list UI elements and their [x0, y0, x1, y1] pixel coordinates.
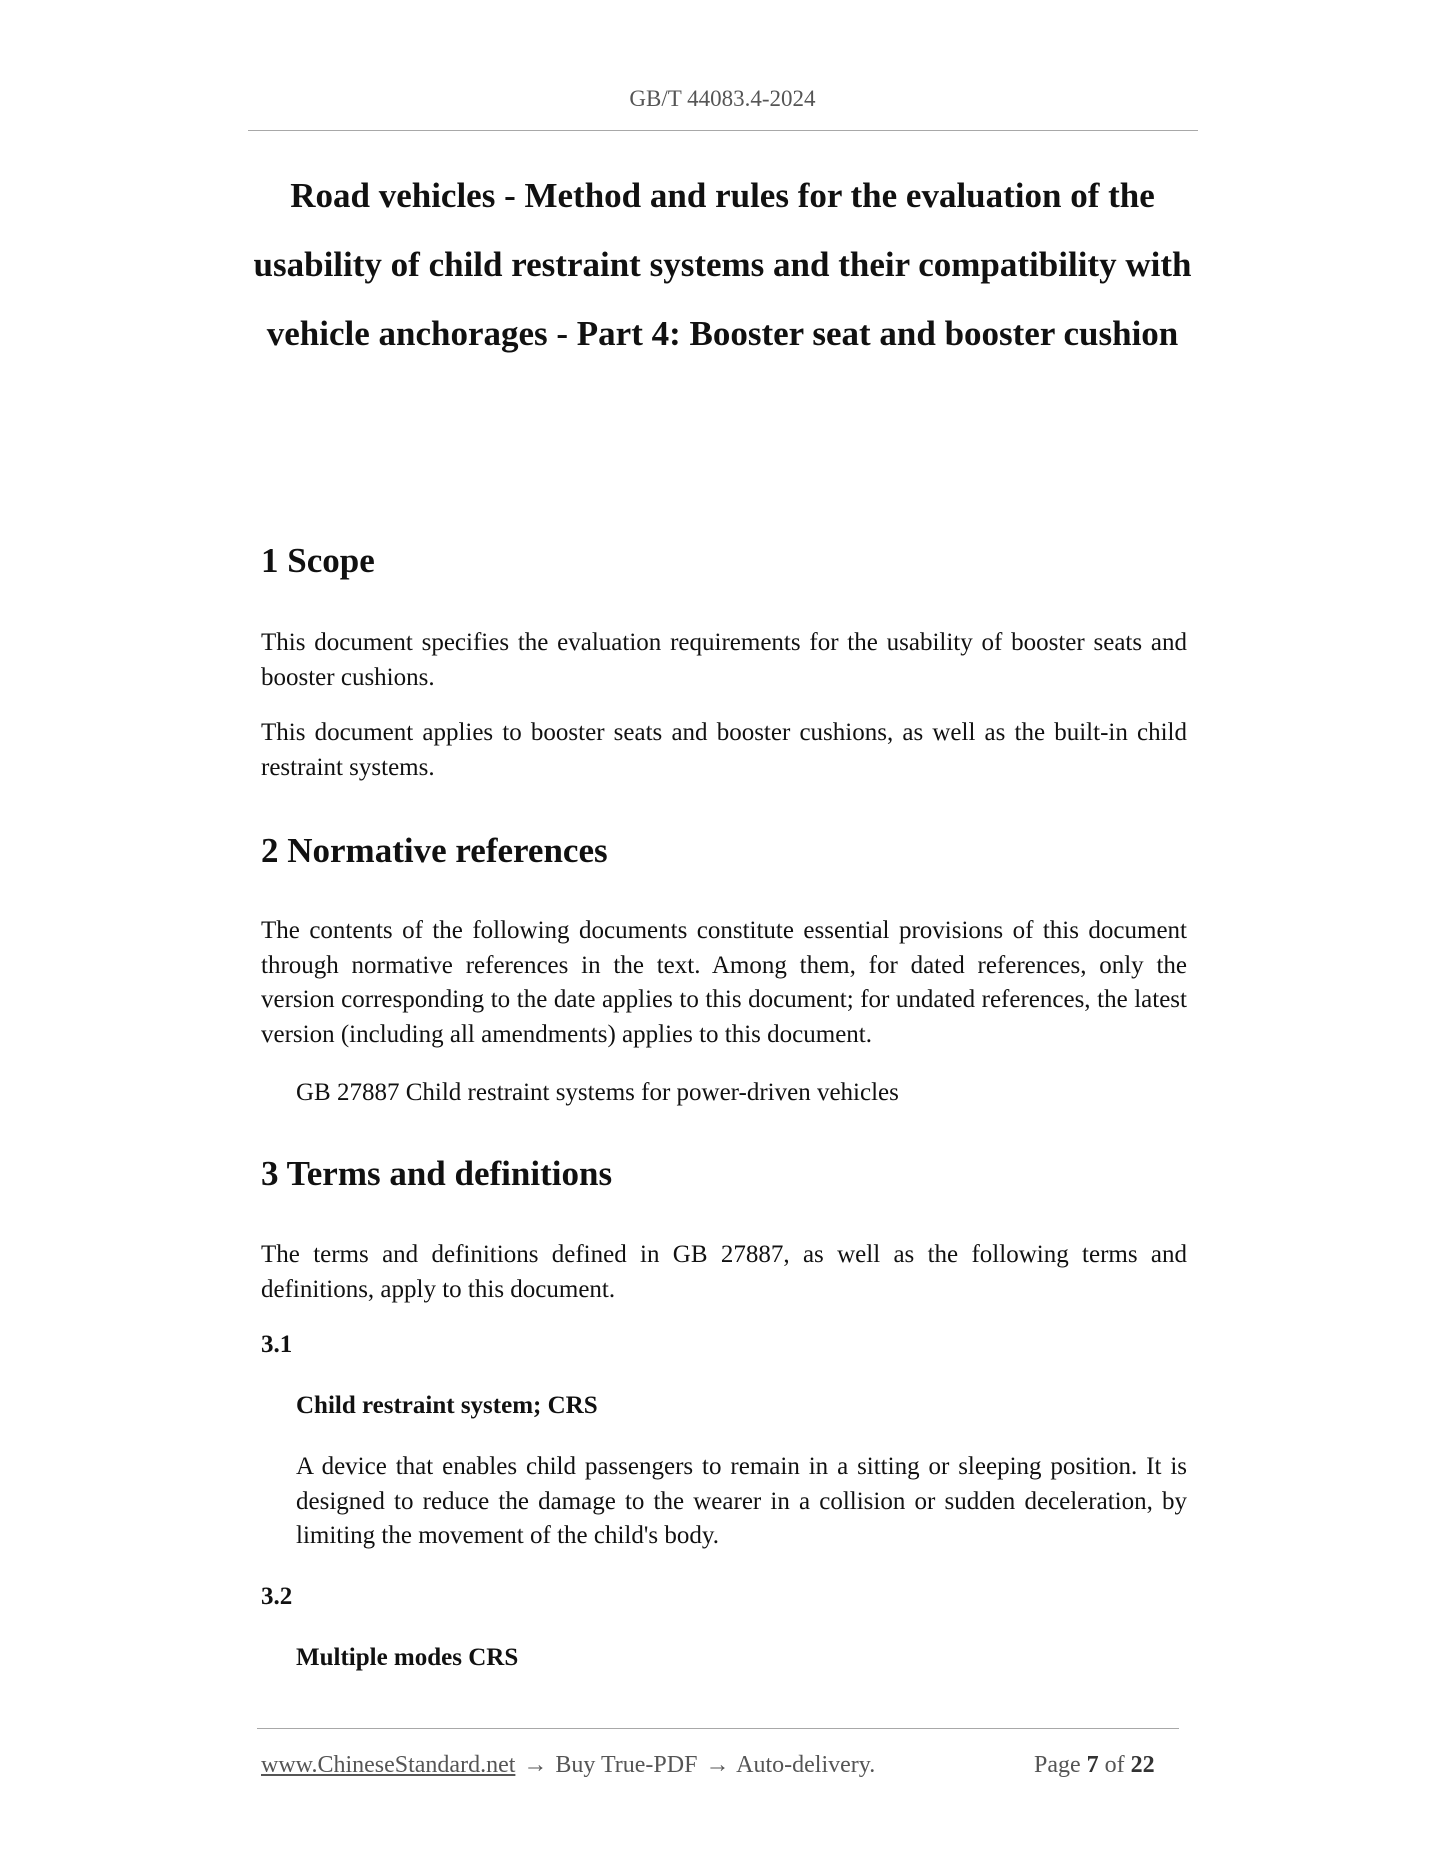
- section-heading-scope: 1 Scope: [261, 541, 375, 580]
- normative-paragraph: The contents of the following documents constitute essential provisions of this document through normative references in the text. Among them, for dated references, only the version corresponding to the date applies to this document; for undated references, the latest version (including all amendments) applies to this document.: [261, 917, 1187, 1048]
- section-heading-normative-references: 2 Normative references: [261, 831, 608, 870]
- scope-paragraph-2: This document applies to booster seats and booster cushions, as well as the built-in child restraint systems.: [261, 719, 1187, 781]
- term-definition-3-1: A device that enables child passengers to remain in a sitting or sleeping position. It is designed to reduce the damage to the wearer in a collision or sudden deceleration, by limiting the movement of the child's body.: [296, 1453, 1187, 1549]
- auto-delivery-text: Auto-delivery.: [736, 1752, 876, 1778]
- header-divider: [248, 130, 1198, 131]
- buy-pdf-text: Buy True-PDF: [555, 1752, 698, 1778]
- page-total: 22: [1130, 1752, 1155, 1778]
- of-label: of: [1104, 1752, 1125, 1778]
- header-doc-number: GB/T 44083.4-2024: [629, 86, 816, 111]
- footer-links: [261, 1748, 875, 1782]
- term-name-3-1: Child restraint system; CRS: [296, 1392, 598, 1419]
- terms-paragraph: The terms and definitions defined in GB 27887, as well as the following terms and definitions, apply to this document.: [261, 1241, 1187, 1303]
- term-name-3-2: Multiple modes CRS: [296, 1644, 519, 1671]
- arrow-right-icon: →: [705, 1752, 730, 1778]
- document-title: Road vehicles - Method and rules for the evaluation of the usability of child restraint systems and their compatibility with vehicle anchorages - Part 4: Booster seat and booster cushion: [253, 176, 1192, 353]
- term-number-3-1: 3.1: [261, 1331, 293, 1358]
- arrow-right-icon: →: [523, 1752, 548, 1778]
- normative-reference-item: GB 27887 Child restraint systems for power-driven vehicles: [296, 1079, 899, 1106]
- page-indicator: [1034, 1748, 1155, 1782]
- section-heading-terms: 3 Terms and definitions: [261, 1154, 613, 1193]
- site-link[interactable]: www.ChineseStandard.net: [261, 1752, 516, 1778]
- page-label: Page: [1034, 1752, 1081, 1778]
- footer-divider: [257, 1728, 1179, 1729]
- term-number-3-2: 3.2: [261, 1583, 293, 1610]
- scope-paragraph-1: This document specifies the evaluation requirements for the usability of booster seats and booster cushions.: [261, 629, 1187, 691]
- page-current: 7: [1086, 1752, 1099, 1778]
